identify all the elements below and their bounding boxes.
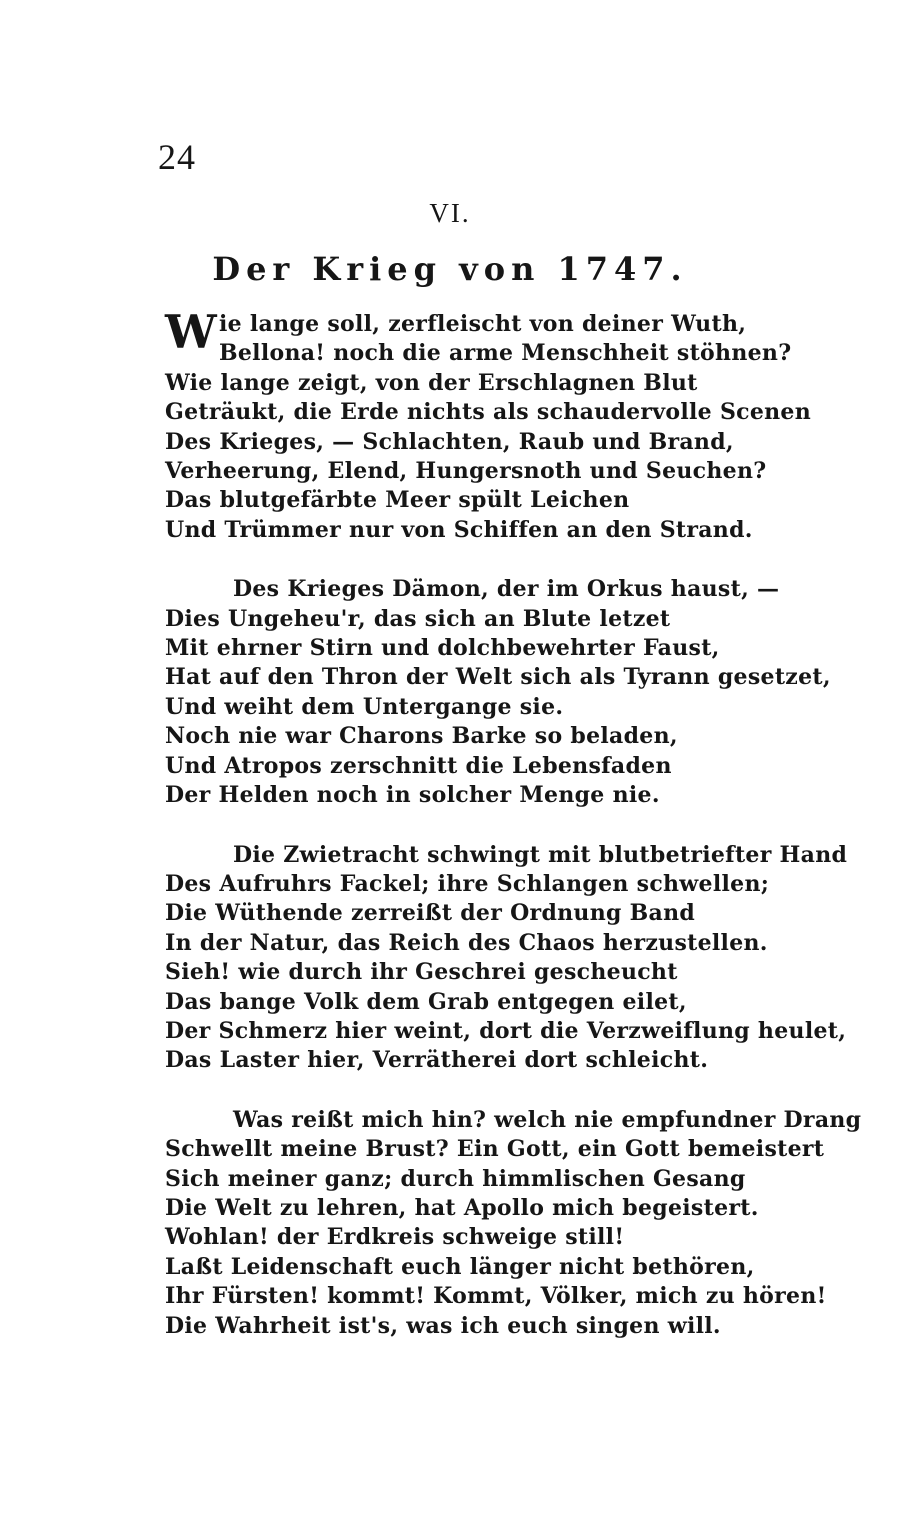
verse-line: Noch nie war Charons Barke so beladen,	[165, 723, 678, 750]
verse-line: Des Krieges Dämon, der im Orkus haust, —	[233, 576, 780, 603]
verse-line: Die Wüthende zerreißt der Ordnung Band	[165, 900, 696, 927]
verse-line: Dies Ungeheu'r, das sich an Blute letzet	[165, 605, 671, 632]
verse-line: Verheerung, Elend, Hungersnoth und Seuchen?	[165, 458, 767, 485]
drop-capital: W	[165, 305, 217, 359]
stanza-2	[165, 575, 831, 810]
verse-line: Und weiht dem Untergange sie.	[165, 693, 564, 720]
verse-line: Der Schmerz hier weint, dort die Verzweiflung heulet,	[165, 1017, 847, 1044]
verse-line: Hat auf den Thron der Welt sich als Tyrann gesetzet,	[165, 664, 831, 691]
verse-line: Die Welt zu lehren, hat Apollo mich begeistert.	[165, 1194, 759, 1221]
stanza-4	[165, 1106, 862, 1341]
verse-line: Mit ehrner Stirn und dolchbewehrter Faust,	[165, 635, 720, 662]
verse-line: Der Helden noch in solcher Menge nie.	[165, 782, 660, 809]
verse-line: Die Wahrheit ist's, was ich euch singen will.	[165, 1312, 721, 1339]
verse-line: Sieh! wie durch ihr Geschrei gescheucht	[165, 959, 678, 986]
verse-line: Schwellt meine Brust? Ein Gott, ein Gott bemeistert	[165, 1136, 825, 1163]
verse-line: Wie lange zeigt, von der Erschlagnen Blut	[165, 369, 698, 396]
section-number: VI.	[429, 198, 471, 228]
verse-line: Bellona! noch die arme Menschheit stöhnen?	[218, 340, 792, 367]
verse-line: Des Aufruhrs Fackel; ihre Schlangen schwellen;	[165, 870, 770, 897]
verse-line: Und Atropos zerschnitt die Lebensfaden	[165, 752, 672, 779]
verse-line: Sich meiner ganz; durch himmlischen Gesang	[165, 1165, 746, 1192]
verse-line-text: ie lange soll, zerfleischt von deiner Wuth,	[218, 311, 747, 337]
verse-line: Und Trümmer nur von Schiffen an den Strand.	[165, 516, 753, 543]
poem-body	[165, 305, 862, 1371]
poem-title: Der Krieg von 1747.	[212, 250, 688, 288]
verse-line: Das bange Volk dem Grab entgegen eilet,	[165, 988, 687, 1015]
page-number: 24	[158, 137, 196, 177]
verse-line: Geträukt, die Erde nichts als schaudervolle Scenen	[165, 399, 812, 426]
stanza-1	[165, 305, 825, 545]
verse-line: Was reißt mich hin? welch nie empfundner Drang	[233, 1106, 862, 1133]
verse-line: Wohlan! der Erdkreis schweige still!	[165, 1224, 625, 1251]
verse-line: Das Laster hier, Verrätherei dort schleicht.	[165, 1047, 709, 1074]
stanza-3	[165, 841, 848, 1076]
verse-line: Die Zwietracht schwingt mit blutbetriefter Hand	[233, 841, 848, 868]
verse-line: In der Natur, das Reich des Chaos herzustellen.	[165, 929, 768, 956]
verse-line: Laßt Leidenschaft euch länger nicht bethören,	[165, 1253, 755, 1280]
verse-line: Das blutgefärbte Meer spült Leichen	[165, 487, 630, 514]
verse-line: Ihr Fürsten! kommt! Kommt, Völker, mich zu hören!	[165, 1283, 827, 1310]
verse-line: Des Krieges, — Schlachten, Raub und Brand,	[165, 428, 734, 455]
